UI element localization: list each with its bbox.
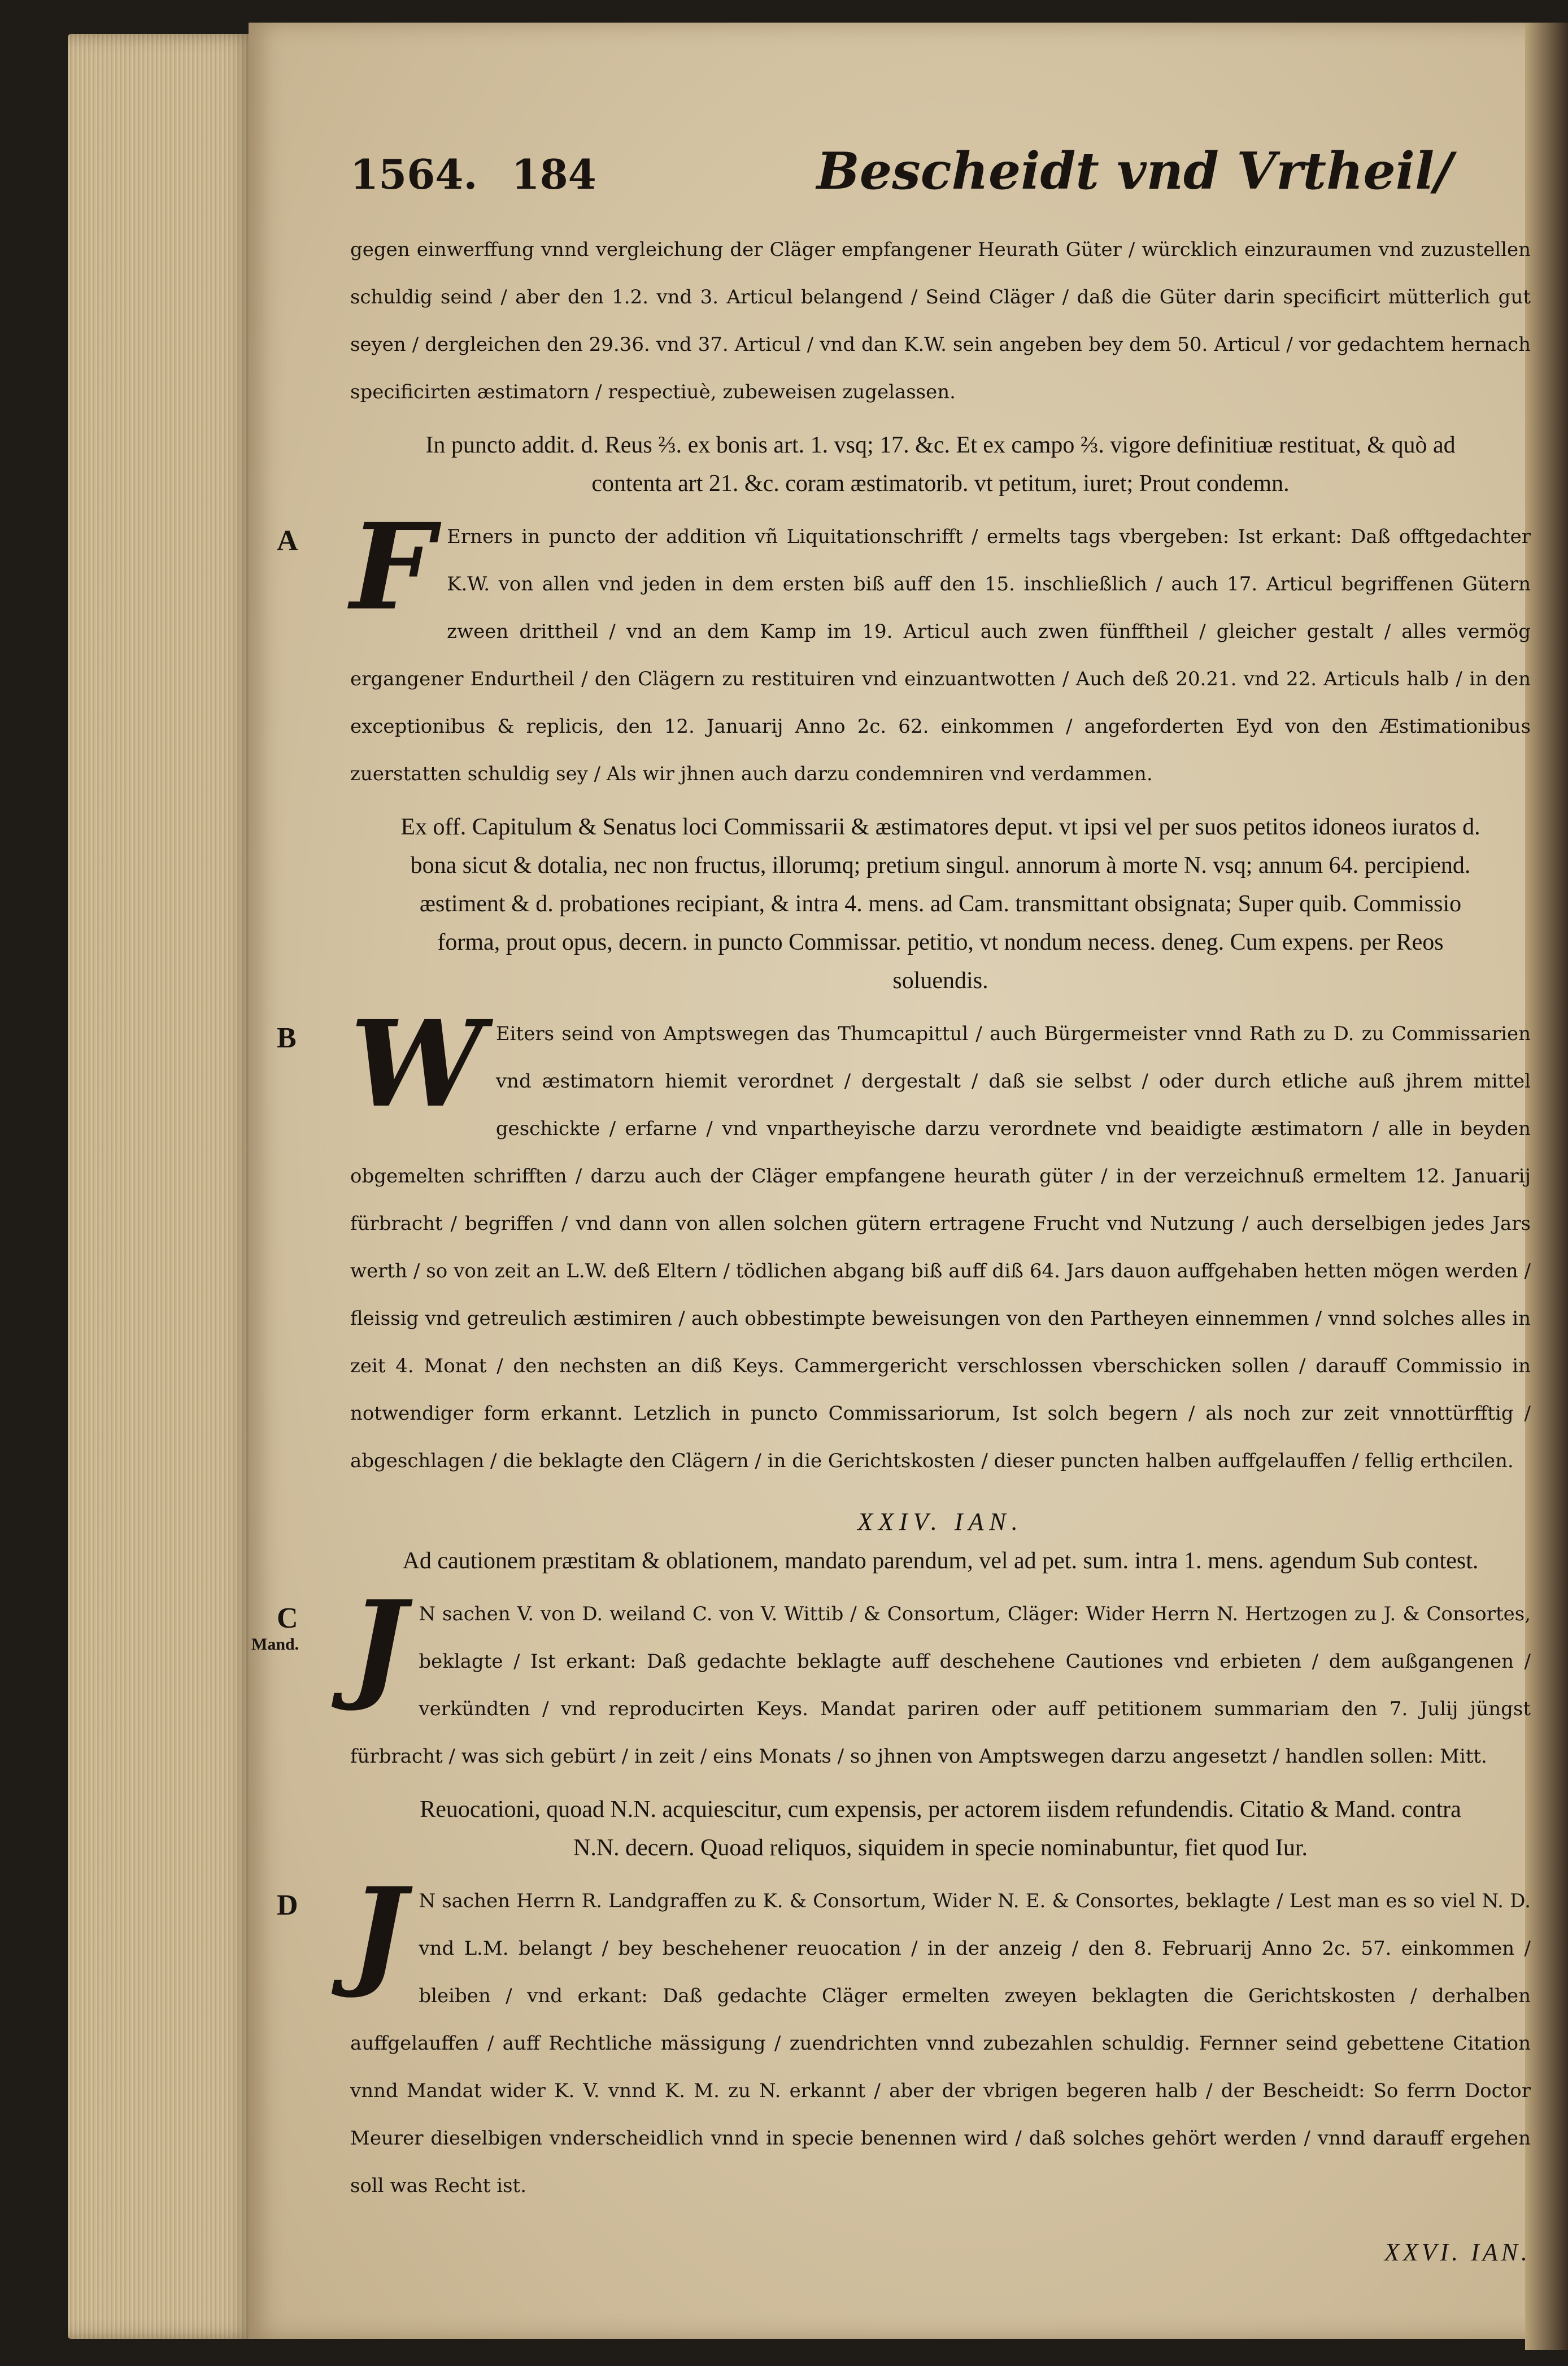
page-text [251,141,1531,2267]
page-number: 184 [511,150,596,198]
drop-initial-c: J [350,1575,407,1714]
page-edges [68,34,254,2339]
latin-summary-4: Reuocationi, quoad N.N. acquiescitur, cum expensis, per actorem iisdem refundendis. Citatio & Mand. contra N.N. decern. Quoad reliquos, siquidem in specie nominabuntur, fiet quod Iur. [420,1797,1461,1861]
latin-summary-1: In puncto addit. d. Reus ⅔. ex bonis art. 1. vsq; 17. &c. Et ex campo ⅔. vigore definitiuæ restituat, & quò ad contenta art 21. &c. coram æstimatorib. vt petitum, iuret; Prout condemn. [425,432,1456,497]
section-d-text: N sachen Herrn R. Landgraffen zu K. & Consortum, Wider N. E. & Consortes, beklagte / Lest man es so viel N. D. vnd L.M. belangt / bey beschehener reuocation / in der anzeig / den 8. Februarij Anno 2c. 57. einkommen / bleiben / vnd erkant: Daß gedachte Cläger ermelten zweyen beklagten die Gerichtskosten / derhalben auffgelauffen / auff Rechtliche mässigung / zuendrichten vnnd zubezahlen schuldig. Fernner seind gebettene Citation vnnd Mandat wider K. V. vnnd K. M. zu N. erkannt / aber der vbrigen begeren halb / der Bescheidt: So ferrn Doctor Meurer dieselbigen vnderscheidlich vnnd in specie benennen wird / daß solches gehört werden / vnnd darauff ergehen soll was Recht ist. [350,1890,1531,2197]
drop-initial-b: W [350,994,484,1134]
margin-marker-c-letter: C [277,1602,298,1634]
header-year: 1564. [350,150,478,198]
margin-marker-b: B [277,1022,297,1054]
section-d [277,1862,1531,2210]
section-c [251,1575,1531,1780]
section-a [277,497,1531,798]
paragraph-continued: gegen einwerffung vnnd vergleichung der Cläger empfangener Heurath Güter / würcklich einzuraumen vnd zuzustellen schuldig seind / aber den 1.2. vnd 3. Articul belangend / Seind Cläger / daß die Güter darin specificirt mütterlich gut seyen / dergleichen den 29.36. vnd 37. Articul / vnd dan K.W. sein angeben bey dem 50. Articul / vor gedachtem hernach specificirten æstimatorn / respectiuè, zubeweisen zugelassen. [350,238,1531,403]
drop-initial-d: J [350,1862,407,2001]
latin-summary-2: Ex off. Capitulum & Senatus loci Commissarii & æstimatores deput. vt ipsi vel per suos petitos idoneos iuratos d. bona sicut & dotalia, nec non fructus, illorumq; pretium singul. annorum à morte N. vsq; annum 64. percipiend. æstiment & d. probationes recipiant, & intra 4. mens. ad Cam. transmittant obsignata; Super quib. Commissio forma, prout opus, decern. in puncto Commissar. petitio, vt nondum necess. deneg. Cum expens. per Reos soluendis. [400,814,1480,994]
running-header [350,141,1531,226]
section-c-text: N sachen V. von D. weiland C. von V. Wittib / & Consortum, Cläger: Wider Herrn N. Hertzogen zu J. & Consortes, beklagte / Ist erkant: Daß gedachte beklagte auff deschehene Cautiones vnd erbieten / dem außgangenen / verkündten / vnd reproducirten Keys. Mandat pariren oder auff petitionem summariam den 7. Julij jüngst fürbracht / was sich gebürt / in zeit / eins Monats / so jhnen von Amptswegen darzu angesetzt / handlen sollen: Mitt. [350,1603,1531,1768]
margin-marker-c [251,1602,299,1654]
margin-marker-a: A [277,525,298,557]
margin-marker-d: D [277,1889,298,1921]
drop-initial-a: F [350,497,435,637]
margin-note-mand: Mand. [251,1635,299,1654]
date-heading: XXIV. IAN. [857,1508,1023,1536]
latin-summary-3: Ad cautionem præstitam & oblationem, mandato parendum, vel ad pet. sum. intra 1. mens. agendum Sub contest. [402,1548,1479,1574]
section-b [277,994,1531,1485]
book-binding [1525,23,1568,2350]
section-b-text: Eiters seind von Amptswegen das Thumcapittul / auch Bürgermeister vnnd Rath zu D. zu Commissarien vnd æstimatorn hiemit verordnet / dergestalt / daß sie selbst / oder durch etliche auß jhrem mittel geschickte / erfarne / vnd vnpartheyische darzu verordnete vnd beaidigte æstimatorn / alle in beyden obgemelten schrifften / darzu auch der Cläger empfangene heurath güter / in der verzeichnuß ermeltem 12. Januarij fürbracht / begriffen / vnd dann von allen solchen gütern ertragene Frucht vnd Nutzung / auch derselbigen jedes Jars werth / so von zeit an L.W. deß Eltern / tödlichen abgang biß auff diß 64. Jars dauon auffgehaben hetten mögen werden / fleissig vnd getreulich æstimiren / auch obbestimpte beweisungen von den Partheyen einnemmen / vnnd solches alles in zeit 4. Monat / den nechsten an diß Keys. Cammergericht verschlossen vberschicken sollen / darauff Commissio in notwendiger form erkannt. Letzlich in puncto Commissariorum, Ist solch begern / als noch zur zeit vnnottürfftig / abgeschlagen / die beklagte den Clägern / in die Gerichtskosten / dieser puncten halben auffgelauffen / fellig erthcilen. [350,1023,1531,1472]
running-title: Bescheidt vnd Vrtheil/ [816,141,1453,201]
section-a-text: Erners in puncto der addition vñ Liquitationschrifft / ermelts tags vbergeben: Ist erkant: Daß offtgedachter K.W. von allen vnd jeden in dem ersten biß auff den 15. inschließlich / auch 17. Articul begriffenen Gütern zween drittheil / vnd an dem Kamp im 19. Articul auch zwen fünfftheil / gleicher gestalt / alles vermög ergangener Endurtheil / den Clägern zu restituiren vnd einzuantwotten / Auch deß 20.21. vnd 22. Articuls halb / in den exceptionibus & replicis, den 12. Januarij Anno 2c. 62. einkommen / angeforderten Eyd von den Æstimationibus zuerstatten schuldig sey / Als wir jhnen auch darzu condemniren vnd verdammen. [350,525,1531,785]
catchword: XXVI. IAN. [1384,2238,1531,2266]
